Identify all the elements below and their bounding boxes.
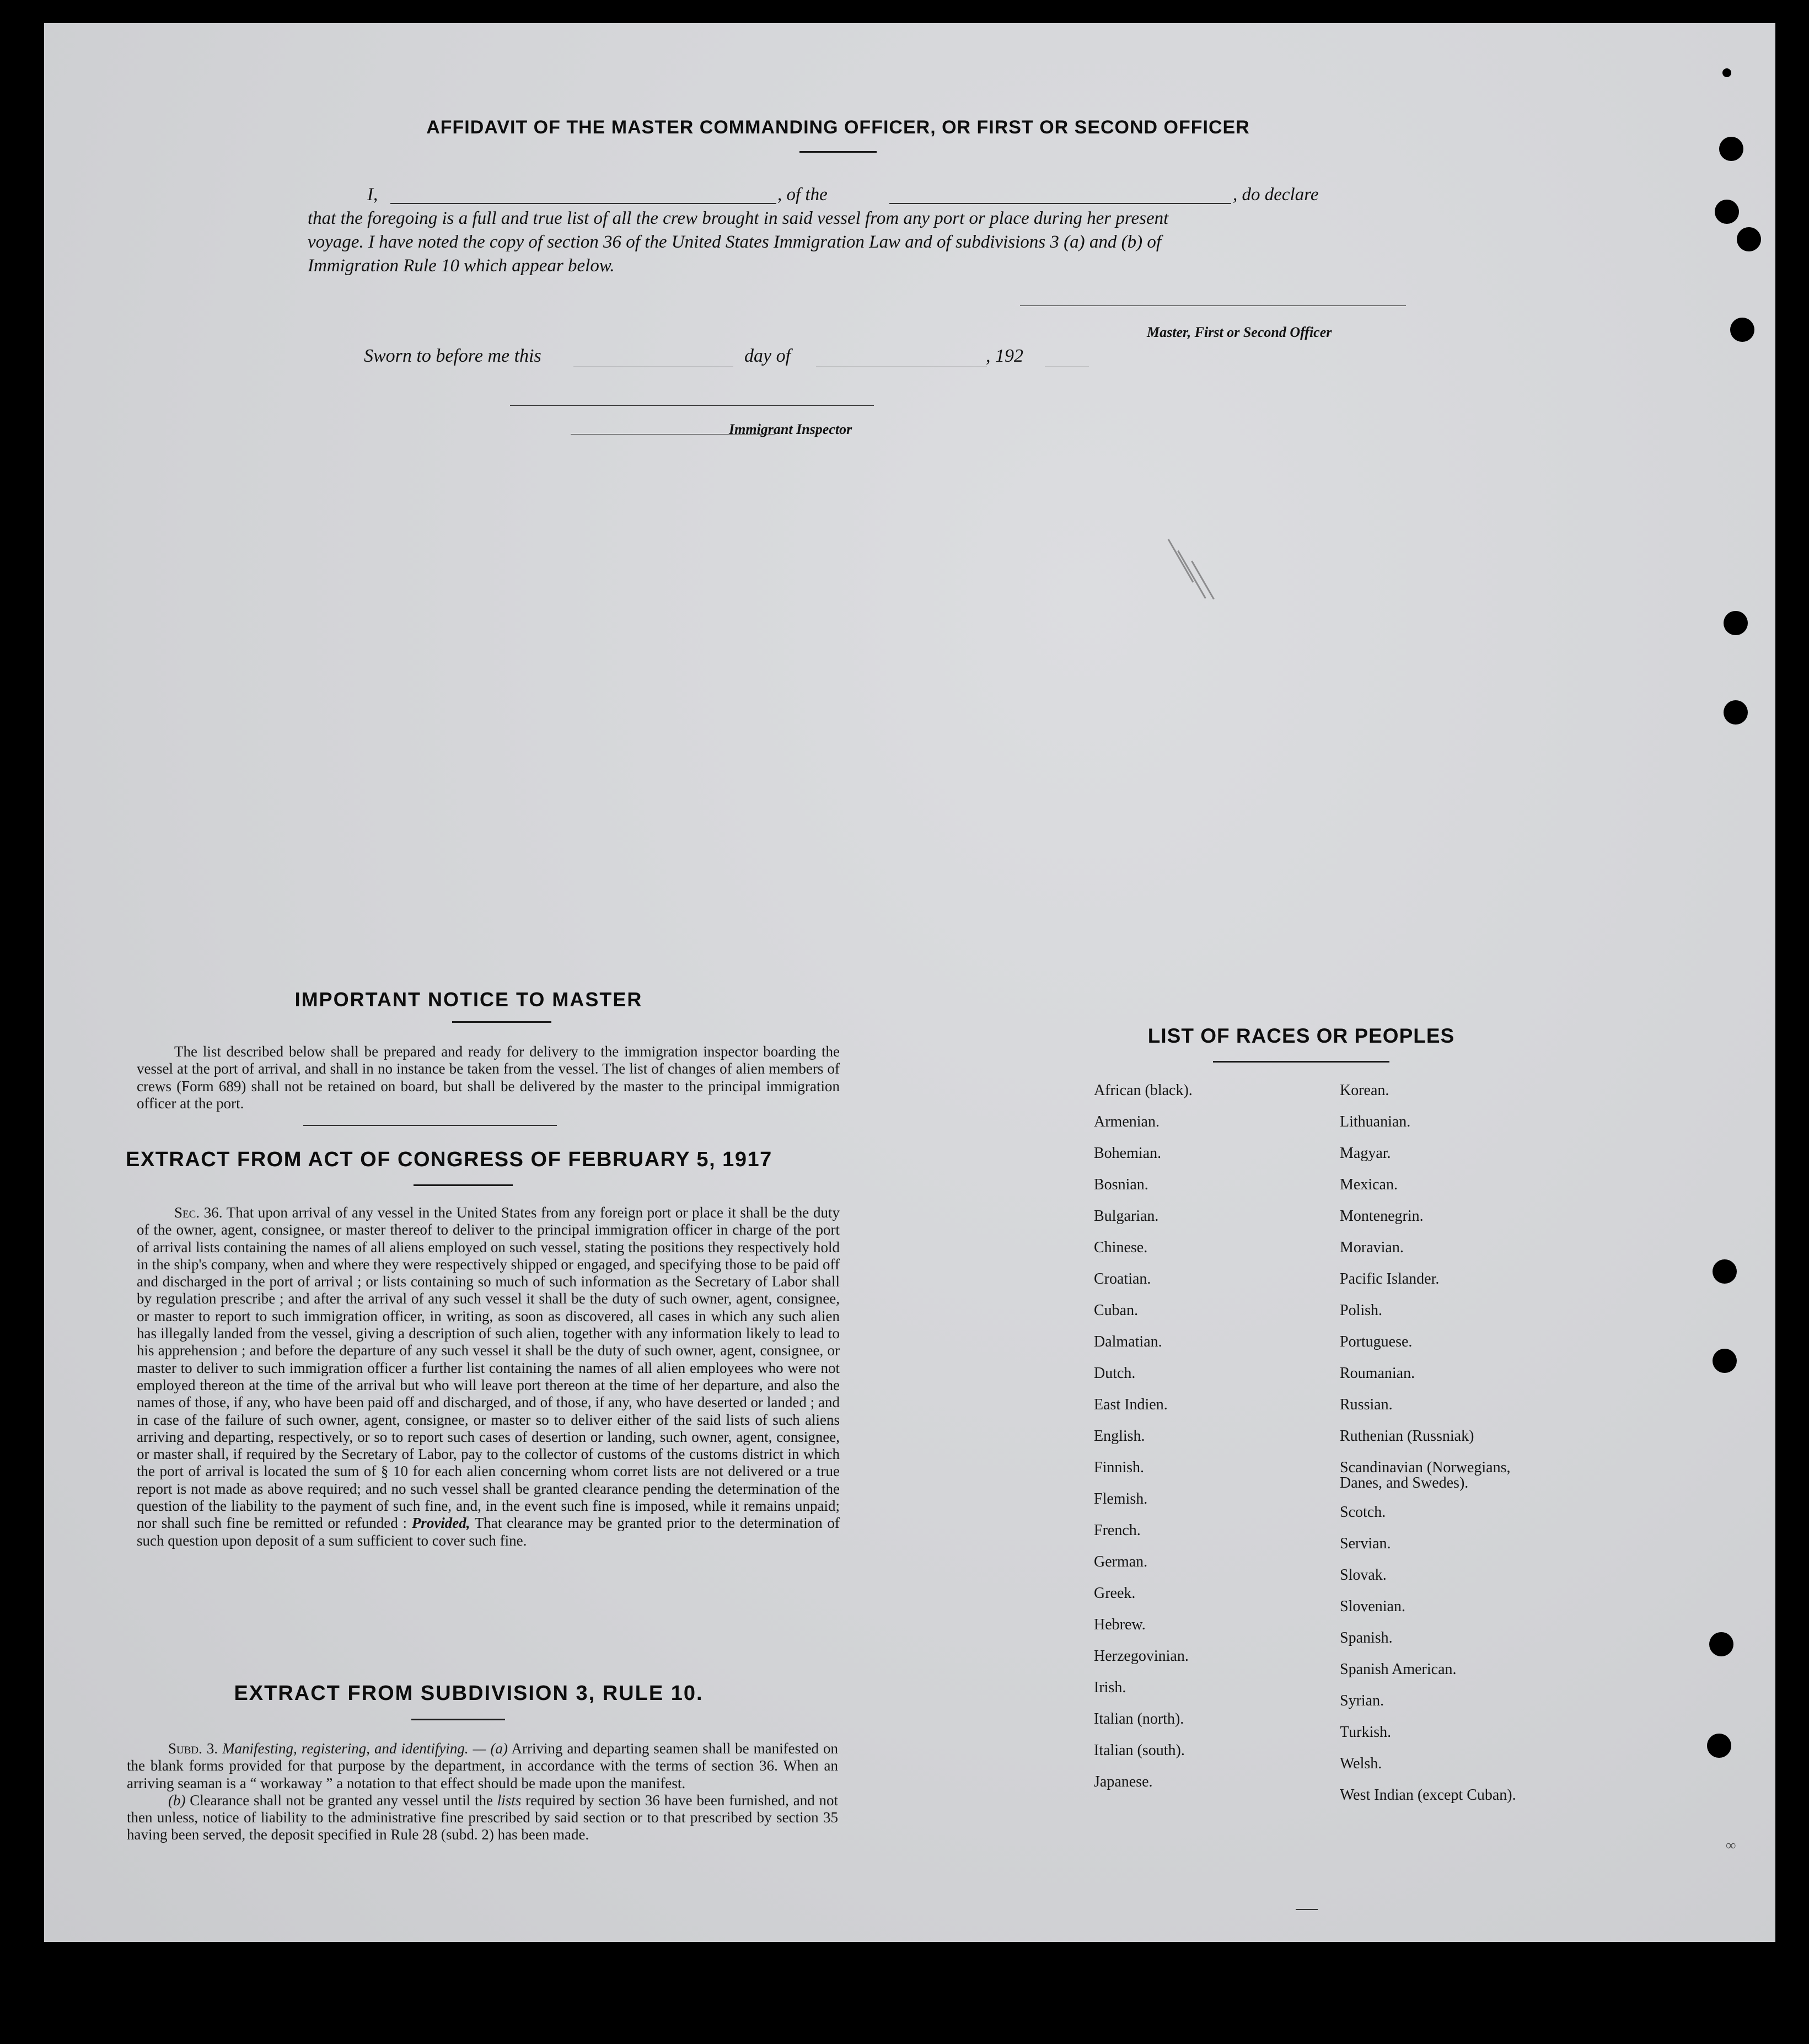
affidavit-line-4: Immigration Rule 10 which appear below. <box>308 256 615 276</box>
document-page <box>44 23 1775 1942</box>
race-item: Polish. <box>1340 1302 1383 1319</box>
act-text <box>137 1204 840 1549</box>
bottom-tick <box>1296 1909 1318 1910</box>
race-item: Moravian. <box>1340 1239 1404 1256</box>
race-item: Bulgarian. <box>1094 1208 1159 1225</box>
race-item: English. <box>1094 1428 1145 1445</box>
affiant-name-line[interactable] <box>390 203 776 204</box>
race-item: Pacific Islander. <box>1340 1270 1440 1287</box>
affidavit-declaration <box>308 183 1454 278</box>
subd-b-body-2: required by section 36 have been furnished, and not then unless, notice of liability to the administrative fine prescribed by said section or to that prescribed by section 35 having been served, the deposit specified in Rule 28 (subd. 2) has been made. <box>127 1791 839 1843</box>
of-the-label: , of the <box>777 185 828 205</box>
sworn-line <box>364 346 1136 373</box>
race-item: Turkish. <box>1340 1724 1392 1741</box>
race-item: Italian (north). <box>1094 1710 1184 1728</box>
rule-title-underline <box>411 1719 505 1720</box>
punch-hole <box>1722 68 1731 77</box>
race-item: Hebrew. <box>1094 1616 1146 1633</box>
race-item: Montenegrin. <box>1340 1208 1424 1225</box>
subd-label: Subd. 3. <box>168 1740 218 1757</box>
subdivision-b <box>127 1792 838 1844</box>
affidavit-title: AFFIDAVIT OF THE MASTER COMMANDING OFFICER, OR FIRST OR SECOND OFFICER <box>426 117 1250 138</box>
punch-hole <box>1724 611 1748 635</box>
inspector-signature-line[interactable] <box>510 405 874 406</box>
punch-hole <box>1719 137 1743 161</box>
affidavit-line-2: that the foregoing is a full and true list of all the crew brought in said vessel from any port or place during her present <box>308 208 1169 228</box>
race-item: Scotch. <box>1340 1504 1386 1521</box>
race-item: Servian. <box>1340 1535 1391 1552</box>
day-of-label: day of <box>744 346 791 366</box>
rule-title: EXTRACT FROM SUBDIVISION 3, RULE 10. <box>234 1682 704 1705</box>
affidavit-line-3: voyage. I have noted the copy of section 36 of the United States Immigration Law and of subdivisions 3 (a) and (b) of <box>308 232 1162 252</box>
races-title: LIST OF RACES OR PEOPLES <box>1147 1024 1455 1047</box>
punch-hole <box>1715 200 1739 224</box>
race-item: German. <box>1094 1553 1148 1570</box>
race-item: Spanish American. <box>1340 1661 1457 1678</box>
race-item: Japanese. <box>1094 1773 1153 1790</box>
race-item: Italian (south). <box>1094 1742 1185 1759</box>
notice-title: IMPORTANT NOTICE TO MASTER <box>294 988 643 1011</box>
punch-hole <box>1707 1734 1731 1758</box>
notice-title-underline <box>452 1021 551 1023</box>
subd-b-body-1: Clearance shall not be granted any vessel until the <box>190 1791 493 1809</box>
punch-hole <box>1724 700 1748 725</box>
notice-text <box>137 1043 840 1112</box>
rule-text <box>127 1740 838 1844</box>
races-title-underline <box>1213 1061 1389 1063</box>
do-declare-label: , do declare <box>1233 185 1319 205</box>
notice-divider <box>303 1125 557 1126</box>
sec-36-label: Sec. 36. <box>174 1204 223 1221</box>
act-title: EXTRACT FROM ACT OF CONGRESS OF FEBRUARY 5, 1917 <box>126 1148 772 1171</box>
affidavit-line-1 <box>308 183 1454 207</box>
race-item: Irish. <box>1094 1679 1126 1696</box>
race-item: Syrian. <box>1340 1692 1384 1709</box>
race-item: Korean. <box>1340 1082 1389 1099</box>
race-item: Magyar. <box>1340 1145 1391 1162</box>
race-item: Mexican. <box>1340 1176 1398 1193</box>
race-item: Dutch. <box>1094 1365 1136 1382</box>
race-item: East Indien. <box>1094 1396 1168 1413</box>
subd-b-lists: lists <box>497 1791 522 1809</box>
race-item: Greek. <box>1094 1585 1136 1602</box>
race-item: Dalmatian. <box>1094 1333 1162 1350</box>
punch-hole <box>1730 318 1754 342</box>
subdivision-a <box>127 1740 838 1792</box>
ink-smudge <box>1168 539 1194 582</box>
race-item: Herzegovinian. <box>1094 1648 1189 1665</box>
race-item: French. <box>1094 1522 1141 1539</box>
race-item: Slovak. <box>1340 1566 1387 1584</box>
punch-hole <box>1713 1349 1737 1373</box>
inspector-caption: Immigrant Inspector <box>729 421 852 437</box>
provided-label: Provided, <box>411 1515 470 1532</box>
corner-mark: ∞ <box>1726 1837 1736 1853</box>
sec-36-body: That upon arrival of any vessel in the United States from any foreign port or place it shall be the duty of the owner, agent, consignee, or master thereof to deliver to the principal immigration officer in charge of the port of arrival lists containing the names of all aliens employed on such vessel, stating the positions they respectively hold in the ship's company, when and where they were respectively shipped or engaged, and specifying those to be paid off and discharged in the port of arrival ; or lists containing so much of such information as the Secretary of Labor shall by regulation prescribe ; and after the arrival of any such vessel it shall be the duty of such owner, agent, consignee, or master to report to such immigration officer, in writing, as soon as discovered, all cases in which any such alien has illegally landed from the vessel, giving a description of such alien, together with any information likely to lead to his apprehension ; and before the departure of any such vessel it shall be the duty of such owner, agent, consignee, or master to deliver to such immigration officer a further list containing the names of all alien employees who were not employed thereon at the time of the arrival but who will leave port thereon at the time of her departure, and also the names of those, if any, who have been paid off and discharged, and of those, if any, who have deserted or landed ; and in case of the failure of such owner, agent, consignee, or master so to deliver either of the said lists of such aliens arriving and departing, respectively, or so to report such cases of desertion or landing, such owner, agent, consignee, or master shall, if required by the Secretary of Labor, pay to the collector of customs of the customs district in which the port of arrival is located the sum of § 10 for each alien concerning whom corret lists are not delivered or a true report is not made as above required; and no such vessel shall be granted clearance pending the determination of the question of the liability to the payment of such fine, and, in the event such fine is imposed, while it remains unpaid; nor shall such fine be remitted or refunded : <box>137 1204 840 1532</box>
ink-smudge <box>1177 550 1206 599</box>
race-item: Flemish. <box>1094 1490 1148 1507</box>
race-item: Slovenian. <box>1340 1598 1405 1615</box>
subd-heading: Manifesting, registering, and identifying. — (a) <box>222 1740 508 1757</box>
act-title-underline <box>414 1184 513 1186</box>
race-item: Ruthenian (Russniak) <box>1340 1428 1474 1445</box>
race-item: Croatian. <box>1094 1270 1151 1287</box>
race-item: Chinese. <box>1094 1239 1148 1256</box>
sworn-label: Sworn to before me this <box>364 346 541 366</box>
race-item: Roumanian. <box>1340 1365 1415 1382</box>
notice-body: The list described below shall be prepared and ready for delivery to the immigration inspector boarding the vessel at the port of arrival, and shall in no instance be taken from the vessel. The list of changes of alien members of crews (Form 689) shall not be retained on board, but shall be delivered by the master to the principal immigration officer at the port. <box>137 1043 840 1112</box>
vessel-name-line[interactable] <box>889 203 1231 204</box>
race-item: African (black). <box>1094 1082 1193 1099</box>
subd-b-label: (b) <box>168 1791 186 1809</box>
sec-36-ending: That clearance may be granted prior to the determination of such question upon deposit of a sum sufficient to cover such fine. <box>137 1515 840 1549</box>
race-item: Russian. <box>1340 1396 1393 1413</box>
race-item: West Indian (except Cuban). <box>1340 1787 1516 1804</box>
race-item: Lithuanian. <box>1340 1113 1411 1130</box>
punch-hole <box>1709 1632 1733 1656</box>
affiant-label: I, <box>367 185 378 205</box>
race-item: Bosnian. <box>1094 1176 1148 1193</box>
race-item: Portuguese. <box>1340 1333 1413 1350</box>
race-item: Bohemian. <box>1094 1145 1162 1162</box>
affidavit-title-underline <box>799 151 877 153</box>
officer-signature-caption: Master, First or Second Officer <box>1147 324 1332 340</box>
race-item: Scandinavian (Norwegians, Danes, and Swedes). <box>1340 1459 1511 1492</box>
race-item: Welsh. <box>1340 1755 1382 1772</box>
race-item: Cuban. <box>1094 1302 1139 1319</box>
race-item: Finnish. <box>1094 1459 1145 1476</box>
punch-hole <box>1713 1259 1737 1284</box>
subd-a-body: Arriving and departing seamen shall be manifested on the blank forms provided for that purpose by the department, in accordance with the terms of section 36. When an arriving seaman is a “ workaway ” a notation to that effect should be made upon the manifest. <box>127 1740 839 1791</box>
year-label: , 192 <box>986 346 1023 366</box>
race-item: Armenian. <box>1094 1113 1160 1130</box>
punch-hole <box>1737 227 1761 251</box>
officer-signature-line[interactable] <box>1020 305 1406 306</box>
race-item: Spanish. <box>1340 1629 1393 1646</box>
